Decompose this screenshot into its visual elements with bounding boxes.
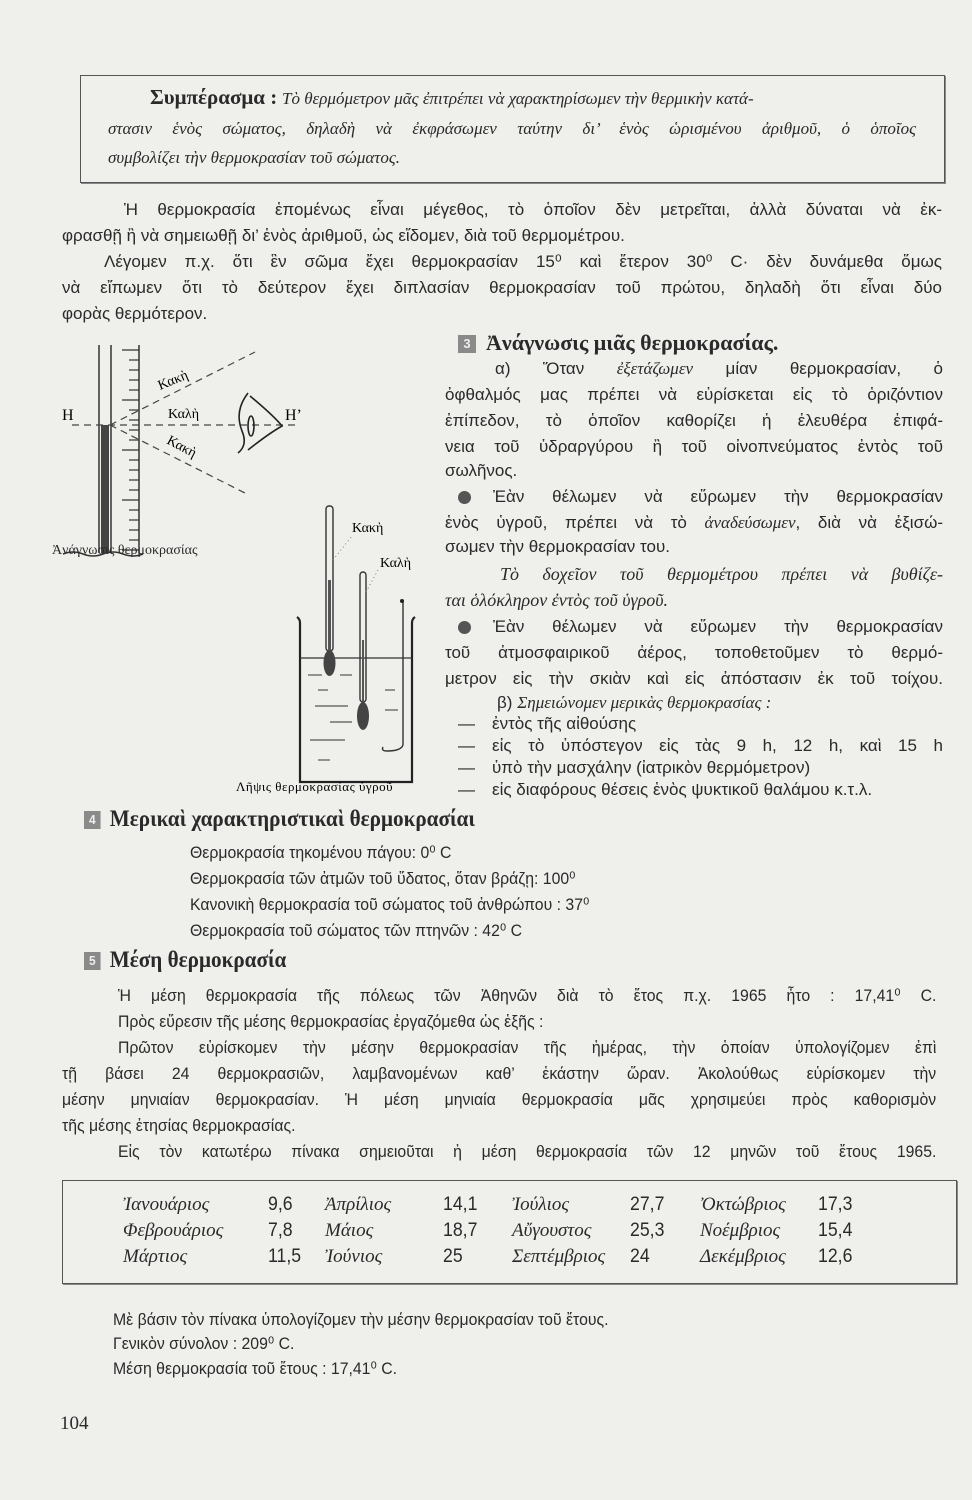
paragraph-line: β) Σημειώνομεν μερικὰς θερμοκρασίας : <box>497 693 772 712</box>
paragraph-line: Εἰς τὸν κατωτέρω πίνακα σημειοῦται ἡ μέση θερμοκρασία τῶν 12 μηνῶν τοῦ ἔτους 1965. <box>118 1142 937 1161</box>
annual-total: Γενικὸν σύνολον : 209⁰ C. <box>113 1334 295 1353</box>
label-h: Η <box>62 407 74 424</box>
month-value: 24 <box>630 1246 650 1267</box>
section5-heading <box>84 947 286 973</box>
month-name: Ἰούνιος <box>325 1246 383 1267</box>
figure1-caption: Ἀνάγνωσις θερμοκρασίας <box>52 543 198 558</box>
paragraph-line: Μὲ βάσιν τὸν πίνακα ὑπολογίζομεν τὴν μέσην θερμοκρασίαν τοῦ ἔτους. <box>113 1310 609 1329</box>
paragraph-line: Πρὸς εὕρεσιν τῆς μέσης θερμοκρασίας ἐργαζόμεθα ὡς ἑξῆς : <box>118 1012 544 1031</box>
list-item: — εἰς τὸ ὑπόστεγον εἰς τὰς 9 h, 12 h, καὶ 15 h <box>458 736 943 755</box>
section-number-badge: 3 <box>458 335 476 353</box>
paragraph-line: τῇ βάσει 24 θερμοκρασιῶν, λαμβανομένων καθ’ ἑκάστην ὥραν. Ἀκολούθως εὑρίσκομεν τὴν <box>62 1064 937 1083</box>
month-name: Νοέμβριος <box>700 1220 781 1241</box>
month-value: 18,7 <box>443 1220 478 1241</box>
paragraph-line: ὀφθαλμός μας πρέπει νὰ εὑρίσκεται εἰς τὸ ὁριζόντιον <box>445 385 943 404</box>
conclusion-line: στασιν ἑνὸς σώματος, δηλαδὴ νὰ ἐκφράσωμεν ταύτην δι’ ἑνὸς ὡρισμένου ἀριθμοῦ, ὁ ὁποῖος <box>108 119 916 138</box>
page-number: 104 <box>60 1413 89 1434</box>
paragraph-line: ἑνὸς ὑγροῦ, πρέπει νὰ τὸ ἀναδεύσωμεν, διὰ νὰ ἐξισώ- <box>445 513 944 532</box>
paragraph-line: μέσην μηνιαίαν θερμοκρασίαν. Ἡ μέση μηνιαία θερμοκρασία μᾶς χρησιμεύει πρὸς καθορισμὸν <box>62 1090 937 1109</box>
paragraph-line: νὰ εἴπωμεν ὅτι τὸ δεύτερον ἔχει διπλασίαν θερμοκρασίαν τοῦ πρώτου, δηλαδὴ ὅτι εἶναι δύο <box>62 278 942 297</box>
section-number-badge: 4 <box>84 811 101 829</box>
conclusion-line: συμβολίζει τὴν θερμοκρασίαν τοῦ σώματος. <box>108 148 401 167</box>
paragraph-line: α) Ὅταν ἐξετάζωμεν μίαν θερμοκρασίαν, ὁ <box>495 359 944 378</box>
label-bad-bottom: Κακὴ <box>164 433 199 462</box>
annual-mean: Μέση θερμοκρασία τοῦ ἔτους : 17,41⁰ C. <box>113 1359 398 1378</box>
characteristic-temperature: Θερμοκρασία τηκομένου πάγου: 0⁰ C <box>190 843 452 862</box>
paragraph-line: Πρῶτον εὑρίσκομεν τὴν μέσην θερμοκρασίαν τῆς ἡμέρας, τὴν ὁποίαν ὑπολογίζομεν ἐπὶ <box>118 1038 937 1057</box>
label-good: Καλὴ <box>380 556 412 571</box>
month-value: 12,6 <box>818 1246 853 1267</box>
paragraph-line: φρασθῇ ἢ νὰ σημειωθῇ δι’ ἑνὸς ἀριθμοῦ, ὡς εἴδομεν, διὰ τοῦ θερμομέτρου. <box>62 226 625 245</box>
figure2-caption: Λῆψις θερμοκρασίας ὑγροῦ <box>236 779 394 794</box>
month-name: Ὀκτώβριος <box>700 1194 786 1215</box>
bullet-line: Ἐὰν θέλωμεν νὰ εὕρωμεν τὴν θερμοκρασίαν <box>458 616 943 638</box>
paragraph-line: τοῦ ἀτμοσφαιρικοῦ ἀέρος, τοποθετοῦμεν τὸ θερμό- <box>445 643 943 662</box>
month-value: 14,1 <box>443 1194 478 1215</box>
list-item: — ὑπὸ τὴν μασχάλην (ἰατρικὸν θερμόμετρον) <box>458 758 811 777</box>
bullet-icon <box>458 491 471 504</box>
section3-title: Ἀνάγνωσις μιᾶς θερμοκρασίας. <box>486 330 779 355</box>
month-value: 25 <box>443 1246 463 1267</box>
list-item: — εἰς διαφόρους θέσεις ἑνὸς ψυκτικοῦ θαλάμου κ.τ.λ. <box>458 780 873 799</box>
label-bad: Κακὴ <box>352 521 384 536</box>
month-name: Ἀπρίλιος <box>325 1194 392 1215</box>
paragraph-line: σωμεν τὴν θερμοκρασίαν του. <box>445 537 670 556</box>
month-name: Ἰανουάριος <box>123 1194 210 1215</box>
bullet-icon <box>458 621 471 634</box>
month-name: Αὔγουστος <box>512 1220 592 1241</box>
month-name: Φεβρουάριος <box>123 1220 224 1241</box>
paragraph-line: φορὰς θερμότερον. <box>62 304 208 323</box>
paragraph-line: Ἡ μέση θερμοκρασία τῆς πόλεως τῶν Ἀθηνῶν διὰ τὸ ἔτος π.χ. 1965 ἦτο : 17,41⁰ C. <box>118 986 937 1005</box>
month-name: Σεπτέμβριος <box>512 1246 606 1267</box>
section-number-badge: 5 <box>84 952 101 970</box>
month-value: 17,3 <box>818 1194 853 1215</box>
month-value: 15,4 <box>818 1220 853 1241</box>
section4-heading <box>84 806 475 832</box>
section3-heading <box>458 330 778 356</box>
month-value: 25,3 <box>630 1220 665 1241</box>
list-item: — ἐντὸς τῆς αἰθούσης <box>458 714 637 733</box>
paragraph-line: Λέγομεν π.χ. ὅτι ἓν σῶμα ἔχει θερμοκρασίαν 15⁰ καὶ ἕτερον 30⁰ C· δὲν δυνάμεθα ὅμως <box>104 252 942 271</box>
label-good: Καλὴ <box>168 407 200 422</box>
figure-liquid-measurement <box>0 0 440 800</box>
section5-title: Μέση θερμοκρασία <box>109 947 287 972</box>
note-line: Τὸ δοχεῖον τοῦ θερμομέτρου πρέπει νὰ βυθίζε- <box>500 564 943 584</box>
month-name: Μάιος <box>325 1220 374 1241</box>
paragraph-line: Ἡ θερμοκρασία ἑπομένως εἶναι μέγεθος, τὸ ὁποῖον δὲν μετρεῖται, ἀλλὰ δύναται νὰ ἐκ- <box>124 200 942 219</box>
month-value: 7,8 <box>268 1220 293 1241</box>
note-line: ται ὁλόκληρον ἐντὸς τοῦ ὑγροῦ. <box>445 590 668 610</box>
paragraph-line: μετρον εἰς τὴν σκιὰν καὶ εἰς ἀπόστασιν ἐκ τοῦ τοίχου. <box>445 669 943 688</box>
characteristic-temperature: Θερμοκρασία τῶν ἀτμῶν τοῦ ὕδατος, ὅταν βράζῃ: 100⁰ <box>190 869 576 888</box>
month-value: 9,6 <box>268 1194 293 1215</box>
month-value: 11,5 <box>268 1246 302 1267</box>
paragraph-line: τῆς μέσης ἐτησίας θερμοκρασίας. <box>62 1116 296 1135</box>
characteristic-temperature: Κανονικὴ θερμοκρασία τοῦ σώματος τοῦ ἀνθρώπου : 37⁰ <box>190 895 590 914</box>
paragraph-line: ἐπίπεδον, τὸ ὁποῖον καθορίζει ἡ ἐλευθέρα ἐπιφά- <box>445 411 943 430</box>
month-name: Μάρτιος <box>123 1246 188 1267</box>
month-name: Ἰούλιος <box>512 1194 570 1215</box>
paragraph-line: σωλῆνος. <box>445 461 518 480</box>
month-name: Δεκέμβριος <box>700 1246 786 1267</box>
label-h-prime: Η’ <box>285 407 302 424</box>
section4-title: Μερικαὶ χαρακτηριστικαὶ θερμοκρασίαι <box>109 806 475 831</box>
bullet-line: Ἐὰν θέλωμεν νὰ εὕρωμεν τὴν θερμοκρασίαν <box>458 486 943 508</box>
characteristic-temperature: Θερμοκρασία τοῦ σώματος τῶν πτηνῶν : 42⁰ C <box>190 921 523 940</box>
label-bad-top: Κακὴ <box>155 368 191 394</box>
month-value: 27,7 <box>630 1194 665 1215</box>
paragraph-line: νεια τοῦ ὑδραργύρου ἢ τοῦ οἰνοπνεύματος ἐντὸς τοῦ <box>445 437 943 456</box>
conclusion-label: Συμπέρασμα : <box>150 85 278 109</box>
conclusion-line: Συμπέρασμα : Τὸ θερμόμετρον μᾶς ἐπιτρέπει νὰ χαρακτηρίσωμεν τὴν θερμικὴν κατά- <box>150 85 754 109</box>
